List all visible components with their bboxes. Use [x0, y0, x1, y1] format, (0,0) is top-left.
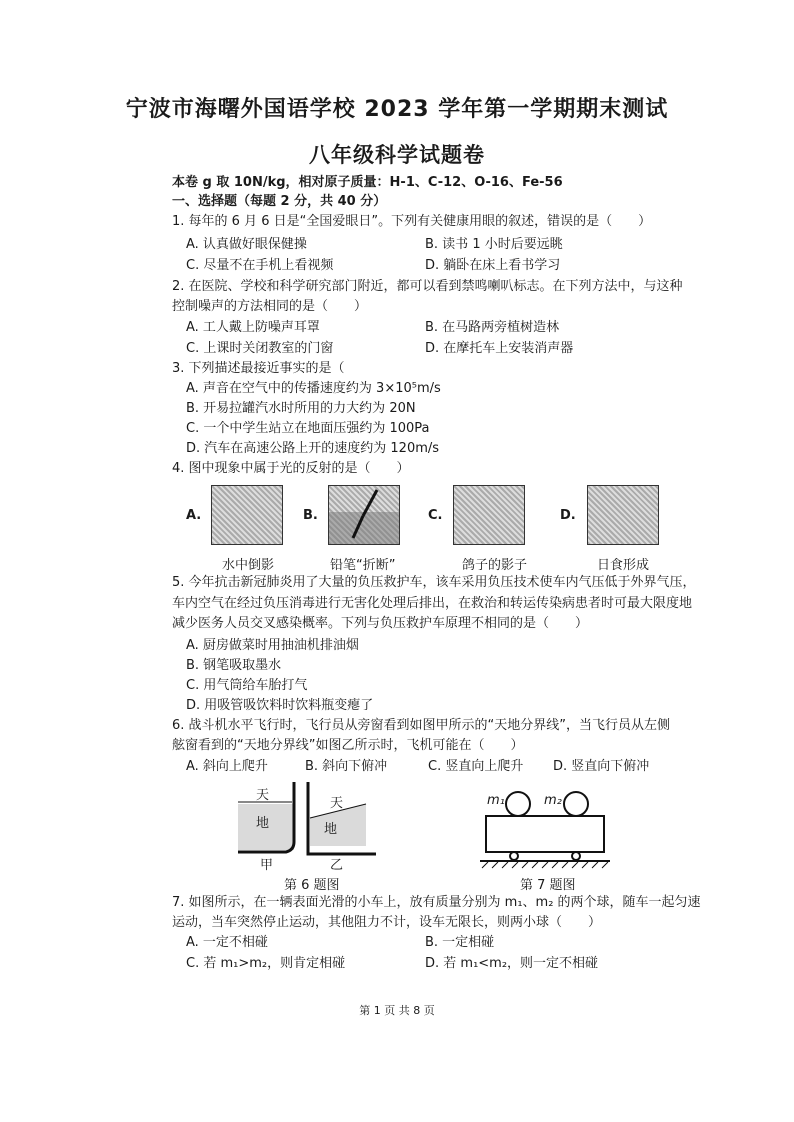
q6-option-d: D. 竖直向下俯冲: [553, 759, 650, 774]
fig6-caption: 第 6 题图: [284, 878, 340, 893]
q5-option-a: A. 厨房做菜时用抽油机排油烟: [186, 638, 359, 653]
q2-option-d: D. 在摩托车上安装消声器: [425, 341, 574, 356]
q4-label-c: C.: [428, 508, 443, 523]
q4-caption-d: 日食形成: [597, 558, 650, 573]
q3-option-a: A. 声音在空气中的传播速度约为 3×10⁵m/s: [186, 381, 441, 396]
q6-option-a: A. 斜向上爬升: [186, 759, 268, 774]
q1-stem: 1. 每年的 6 月 6 日是“全国爱眼日”。下列有关健康用眼的叙述，错误的是（ ）: [172, 214, 652, 229]
q3-option-d: D. 汽车在高速公路上开的速度约为 120m/s: [186, 441, 440, 456]
q3-option-c: C. 一个中学生站立在地面压强约为 100Pa: [186, 421, 430, 436]
q2-stem-line1: 2. 在医院、学校和科学研究部门附近，都可以看到禁鸣喇叭标志。在下列方法中，与这种: [172, 279, 683, 294]
page-footer: 第 1 页 共 8 页: [359, 1004, 435, 1017]
q3-option-b: B. 开易拉罐汽水时所用的力大约为 20N: [186, 401, 416, 416]
q4-label-d: D.: [560, 508, 576, 523]
q7-option-b: B. 一定相碰: [425, 935, 495, 950]
section-heading: 一、选择题（每题 2 分，共 40 分）: [172, 194, 387, 209]
q4-image-eclipse: [587, 485, 659, 545]
fig6-sky-label-yi: 天: [330, 796, 344, 811]
q4-image-reflection: [211, 485, 283, 545]
q1-option-b: B. 读书 1 小时后要远眺: [425, 237, 563, 252]
fig6-ground-label-yi: 地: [324, 822, 338, 837]
fig6-sky-label-jia: 天: [256, 788, 270, 803]
q2-option-a: A. 工人戴上防噪声耳罩: [186, 320, 320, 335]
q5-stem-line2: 车内空气在经过负压消毒进行无害化处理后排出，在救治和转运传染病患者时可最大限度地: [172, 596, 693, 611]
q5-option-c: C. 用气筒给车胎打气: [186, 678, 308, 693]
fig6-label-jia: 甲: [260, 858, 274, 873]
q4-caption-a: 水中倒影: [222, 558, 275, 573]
fig6-ground-label-jia: 地: [256, 816, 270, 831]
constants-note: 本卷 g 取 10N/kg，相对原子质量：H-1、C-12、O-16、Fe-56: [172, 175, 563, 190]
q5-option-b: B. 钢笔吸取墨水: [186, 658, 282, 673]
q7-option-a: A. 一定不相碰: [186, 935, 268, 950]
q2-option-b: B. 在马路两旁植树造林: [425, 320, 560, 335]
q7-option-d: D. 若 m₁<m₂，则一定不相碰: [425, 956, 599, 971]
q1-option-d: D. 躺卧在床上看书学习: [425, 258, 561, 273]
pencil-figure: [329, 486, 399, 544]
q1-option-a: A. 认真做好眼保健操: [186, 237, 307, 252]
q7-stem-line1: 7. 如图所示，在一辆表面光滑的小车上，放有质量分别为 m₁、m₂ 的两个球，随车一起匀速: [172, 895, 701, 910]
q5-option-d: D. 用吸管吸饮料时饮料瓶变瘪了: [186, 698, 374, 713]
q4-caption-b: 铅笔“折断”: [330, 558, 396, 573]
fig7-mass2-label: m₂: [544, 793, 562, 808]
q2-stem-line2: 控制噪声的方法相同的是（ ）: [172, 299, 368, 314]
q1-option-c: C. 尽量不在手机上看视频: [186, 258, 334, 273]
fig7-mass1-label: m₁: [487, 793, 505, 808]
q5-stem-line1: 5. 今年抗击新冠肺炎用了大量的负压救护车，该车采用负压技术使车内气压低于外界气压，: [172, 575, 696, 590]
q6-option-b: B. 斜向下俯冲: [305, 759, 388, 774]
q4-image-pencil: [328, 485, 400, 545]
q2-option-c: C. 上课时关闭教室的门窗: [186, 341, 334, 356]
q4-image-pigeon-shadow: [453, 485, 525, 545]
q4-label-a: A.: [186, 508, 202, 523]
q4-stem: 4. 图中现象中属于光的反射的是（ ）: [172, 461, 410, 476]
exam-subtitle: 八年级科学试题卷: [309, 143, 485, 167]
q6-option-c: C. 竖直向上爬升: [428, 759, 524, 774]
q5-stem-line3: 减少医务人员交叉感染概率。下列与负压救护车原理不相同的是（ ）: [172, 616, 589, 631]
q6-stem-line1: 6. 战斗机水平飞行时，飞行员从旁窗看到如图甲所示的“天地分界线”，当飞行员从左侧: [172, 718, 671, 733]
q4-caption-c: 鸽子的影子: [462, 558, 528, 573]
fig6-label-yi: 乙: [330, 858, 344, 873]
q7-option-c: C. 若 m₁>m₂，则肯定相碰: [186, 956, 346, 971]
q6-stem-line2: 舷窗看到的“天地分界线”如图乙所示时，飞机可能在（ ）: [172, 738, 524, 753]
q4-label-b: B.: [303, 508, 318, 523]
exam-title: 宁波市海曙外国语学校 2023 学年第一学期期末测试: [125, 97, 669, 122]
q3-stem: 3. 下列描述最接近事实的是（: [172, 361, 345, 376]
fig7-caption: 第 7 题图: [520, 878, 576, 893]
q7-stem-line2: 运动，当车突然停止运动，其他阻力不计，设车无限长，则两小球（ ）: [172, 915, 602, 930]
